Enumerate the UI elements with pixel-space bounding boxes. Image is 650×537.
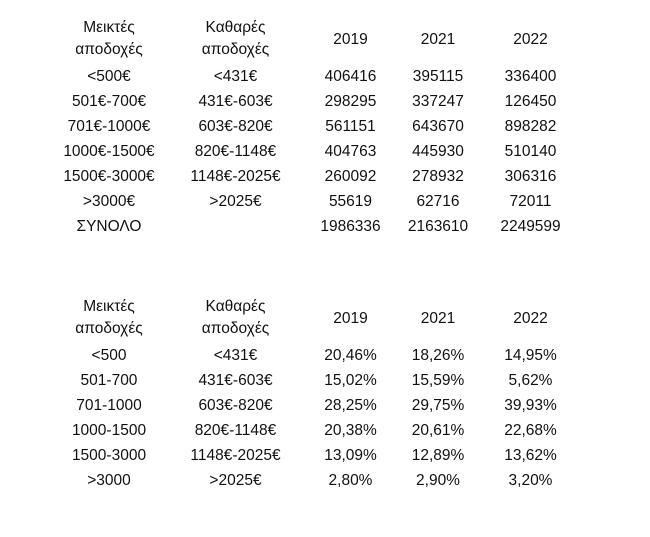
header-year-2021 — [398, 293, 478, 343]
cell-gross-income: 1000-1500 — [71, 422, 147, 439]
cell-year-2021: 337247 — [412, 93, 464, 110]
table-row — [50, 189, 583, 214]
table-row — [50, 393, 583, 418]
cell-year-2021: 62716 — [416, 193, 460, 210]
header-gross-income — [50, 293, 168, 343]
header-year-2021 — [398, 14, 478, 64]
cell-year-2019: 404763 — [324, 143, 377, 160]
cell-year-2021: 278932 — [412, 168, 464, 185]
cell-net-income: 603€-820€ — [198, 397, 273, 414]
cell-net-income: 820€-1148€ — [194, 143, 277, 160]
cell-year-2021: 2163610 — [407, 218, 469, 235]
cell-year-2022: 126450 — [504, 93, 557, 110]
cell-year-2019: 298295 — [324, 93, 377, 110]
cell-year-2019: 55619 — [328, 193, 373, 210]
cell-gross-income: ΣΥΝΟΛΟ — [76, 218, 142, 235]
header-text-line: 2022 — [513, 309, 548, 327]
cell-gross-income: >3000 — [87, 472, 131, 489]
cell-year-2021: 20,61% — [411, 422, 465, 439]
cell-year-2022: 5,62% — [508, 372, 553, 389]
cell-gross-income: 1500-3000 — [71, 447, 147, 464]
header-text-line: 2022 — [513, 30, 548, 48]
header-text-line: Μεικτές — [83, 19, 135, 36]
cell-year-2021: 29,75% — [411, 397, 465, 414]
cell-gross-income: 701-1000 — [76, 397, 142, 414]
cell-year-2019: 28,25% — [324, 397, 377, 414]
cell-net-income — [168, 214, 303, 239]
cell-year-2022: 306316 — [504, 168, 557, 185]
table-row — [50, 343, 583, 368]
cell-net-income: >2025€ — [209, 472, 262, 489]
cell-year-2019: 13,09% — [324, 447, 377, 464]
header-net-income — [168, 14, 303, 64]
income-count-table — [50, 14, 583, 239]
cell-year-2021: 643670 — [412, 118, 464, 135]
cell-gross-income: 501€-700€ — [71, 93, 147, 110]
cell-gross-income: 701€-1000€ — [67, 118, 151, 135]
cell-year-2019: 20,38% — [324, 422, 377, 439]
cell-year-2022: 22,68% — [504, 422, 557, 439]
table-row — [50, 89, 583, 114]
cell-year-2019: 15,02% — [324, 372, 377, 389]
header-text-line: 2021 — [420, 30, 456, 48]
table-row — [50, 468, 583, 493]
cell-year-2021: 12,89% — [411, 447, 465, 464]
cell-year-2021: 445930 — [412, 143, 464, 160]
cell-year-2021: 18,26% — [411, 347, 465, 364]
cell-year-2019: 20,46% — [324, 347, 377, 364]
cell-net-income: 431€-603€ — [198, 372, 273, 389]
cell-year-2019: 1986336 — [320, 218, 381, 235]
header-text-line: 2021 — [420, 309, 456, 327]
header-text-line: αποδοχές — [201, 41, 270, 58]
income-percentage-table — [50, 293, 583, 493]
cell-year-2022: 510140 — [504, 143, 557, 160]
cell-year-2022: 72011 — [509, 193, 552, 210]
cell-year-2022: 14,95% — [504, 347, 557, 364]
cell-gross-income: 1000€-1500€ — [63, 143, 155, 160]
cell-year-2022: 336400 — [504, 68, 557, 85]
table-header-row — [50, 14, 583, 64]
table-row — [50, 139, 583, 164]
header-text-line: αποδοχές — [75, 320, 143, 337]
cell-year-2019: 406416 — [324, 68, 377, 85]
header-year-2019 — [303, 14, 398, 64]
header-text-line: Μεικτές — [83, 298, 135, 315]
header-text-line: αποδοχές — [75, 41, 143, 58]
cell-net-income: <431€ — [213, 347, 258, 364]
header-text-line: 2019 — [333, 30, 368, 48]
header-text-line: Καθαρές — [205, 19, 266, 36]
cell-net-income: 820€-1148€ — [194, 422, 277, 439]
cell-year-2022: 898282 — [504, 118, 557, 135]
cell-year-2021: 2,90% — [416, 472, 460, 489]
header-text-line: Καθαρές — [205, 298, 266, 315]
cell-year-2022: 2249599 — [500, 218, 561, 235]
cell-gross-income: >3000€ — [82, 193, 136, 210]
table-body — [50, 64, 583, 239]
table-body — [50, 343, 583, 493]
cell-gross-income: <500 — [91, 347, 127, 364]
cell-year-2019: 2,80% — [328, 472, 373, 489]
cell-year-2019: 260092 — [324, 168, 377, 185]
cell-year-2022: 13,62% — [504, 447, 557, 464]
cell-gross-income: <500€ — [87, 68, 131, 85]
table-row — [50, 443, 583, 468]
table-row — [50, 214, 583, 239]
cell-net-income: 1148€-2025€ — [190, 447, 281, 464]
header-year-2019 — [303, 293, 398, 343]
table-row — [50, 114, 583, 139]
cell-net-income: 603€-820€ — [198, 118, 273, 135]
table-row — [50, 164, 583, 189]
cell-year-2022: 39,93% — [504, 397, 557, 414]
header-text-line: 2019 — [333, 309, 368, 327]
cell-year-2022: 3,20% — [508, 472, 553, 489]
cell-year-2021: 15,59% — [411, 372, 465, 389]
header-gross-income — [50, 14, 168, 64]
header-year-2022 — [478, 293, 583, 343]
table-row — [50, 64, 583, 89]
table-row — [50, 418, 583, 443]
cell-year-2019: 561151 — [325, 118, 376, 135]
header-text-line: αποδοχές — [201, 320, 270, 337]
table-header-row — [50, 293, 583, 343]
cell-net-income: 1148€-2025€ — [190, 168, 281, 185]
cell-gross-income: 1500€-3000€ — [63, 168, 155, 185]
header-year-2022 — [478, 14, 583, 64]
cell-year-2021: 395115 — [412, 68, 464, 85]
cell-gross-income: 501-700 — [80, 372, 138, 389]
header-net-income — [168, 293, 303, 343]
cell-net-income: >2025€ — [209, 193, 262, 210]
cell-net-income: <431€ — [213, 68, 258, 85]
table-row — [50, 368, 583, 393]
cell-net-income: 431€-603€ — [198, 93, 273, 110]
